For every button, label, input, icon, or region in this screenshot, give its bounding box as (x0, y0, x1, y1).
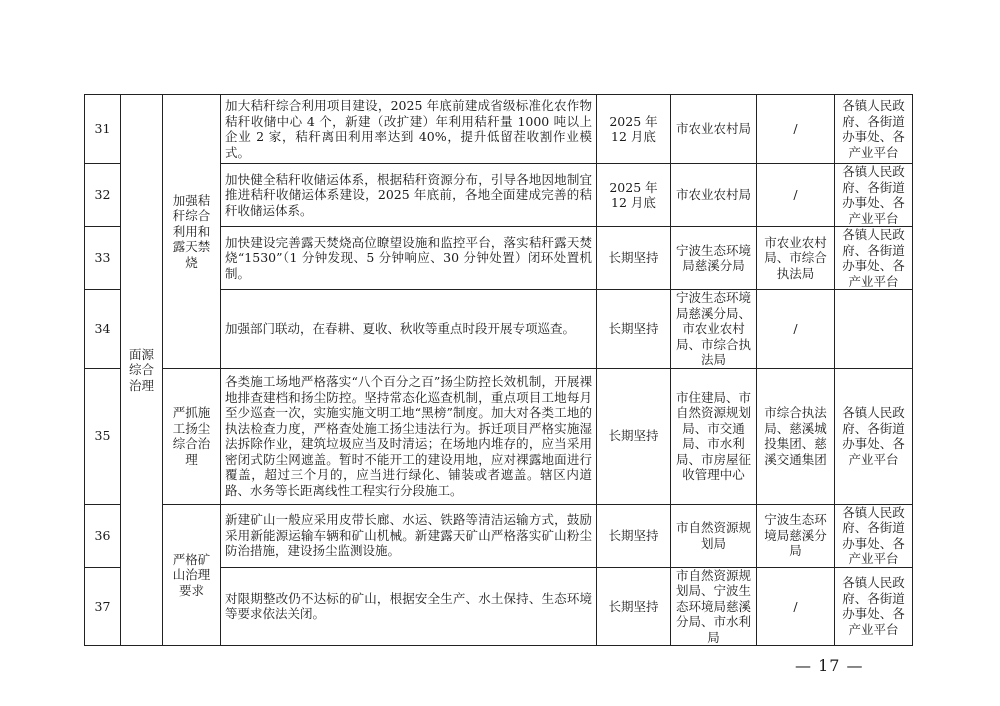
deadline-cell: 长期坚持 (597, 567, 671, 646)
row-number: 37 (85, 567, 121, 646)
task-content: 加大秸秆综合利用项目建设，2025 年底前建成省级标准化农作物秸秆收储中心 4 个，新建（改扩建）年利用秸秆量 1000 吨以上企业 2 家，秸秆离田利用率达到 40%，提升低留茬收割作业模式。 (221, 95, 597, 164)
responsible-cell: 各镇人民政府、各街道办事处、各产业平台 (835, 164, 913, 227)
lead-dept-cell: 市自然资源规划局、宁波生态环境局慈溪分局、市水利局 (671, 567, 757, 646)
table-row (85, 368, 913, 504)
table-row (85, 95, 913, 164)
row-number: 34 (85, 290, 121, 369)
category-cell: 面源综合治理 (121, 95, 163, 646)
coop-dept-cell: / (757, 95, 835, 164)
coop-dept-cell: / (757, 567, 835, 646)
deadline-cell: 长期坚持 (597, 290, 671, 369)
group-cell: 严格矿山治理要求 (163, 504, 221, 646)
group-cell: 严抓施工扬尘综合治理 (163, 368, 221, 504)
coop-dept-cell: / (757, 164, 835, 227)
task-content: 新建矿山一般应采用皮带长廊、水运、铁路等清洁运输方式，鼓励采用新能源运输车辆和矿山机械。新建露天矿山严格落实矿山粉尘防治措施，建设扬尘监测设施。 (221, 504, 597, 567)
group-cell: 加强秸秆综合利用和露天禁烧 (163, 95, 221, 369)
task-table (84, 94, 913, 646)
task-content: 加强部门联动，在春耕、夏收、秋收等重点时段开展专项巡查。 (221, 290, 597, 369)
responsible-cell: 各镇人民政府、各街道办事处、各产业平台 (835, 368, 913, 504)
responsible-cell: 各镇人民政府、各街道办事处、各产业平台 (835, 567, 913, 646)
deadline-cell: 长期坚持 (597, 227, 671, 290)
row-number: 32 (85, 164, 121, 227)
lead-dept-cell: 宁波生态环境局慈溪分局 (671, 227, 757, 290)
responsible-cell: 各镇人民政府、各街道办事处、各产业平台 (835, 95, 913, 164)
row-number: 33 (85, 227, 121, 290)
row-number: 31 (85, 95, 121, 164)
lead-dept-cell: 市自然资源规划局 (671, 504, 757, 567)
deadline-cell: 长期坚持 (597, 504, 671, 567)
responsible-cell: 各镇人民政府、各街道办事处、各产业平台 (835, 504, 913, 567)
coop-dept-cell: 市综合执法局、慈溪城投集团、慈溪交通集团 (757, 368, 835, 504)
responsible-cell (835, 290, 913, 369)
lead-dept-cell: 市住建局、市自然资源规划局、市交通局、市水利局、市房屋征收管理中心 (671, 368, 757, 504)
table-row (85, 504, 913, 567)
deadline-cell: 2025 年 12 月底 (597, 164, 671, 227)
deadline-cell: 2025 年 12 月底 (597, 95, 671, 164)
coop-dept-cell: 市农业农村局、市综合执法局 (757, 227, 835, 290)
responsible-cell: 各镇人民政府、各街道办事处、各产业平台 (835, 227, 913, 290)
lead-dept-cell: 市农业农村局 (671, 164, 757, 227)
task-content: 加快建设完善露天焚烧高位瞭望设施和监控平台，落实秸秆露天焚烧“1530”（1 分钟发现、5 分钟响应、30 分钟处置）闭环处置机制。 (221, 227, 597, 290)
deadline-cell: 长期坚持 (597, 368, 671, 504)
coop-dept-cell: / (757, 290, 835, 369)
lead-dept-cell: 宁波生态环境局慈溪分局、市农业农村局、市综合执法局 (671, 290, 757, 369)
row-number: 35 (85, 368, 121, 504)
row-number: 36 (85, 504, 121, 567)
coop-dept-cell: 宁波生态环境局慈溪分局 (757, 504, 835, 567)
task-content: 加快健全秸秆收储运体系，根据秸秆资源分布，引导各地因地制宜推进秸秆收储运体系建设，2025 年底前，各地全面建成完善的秸秆收储运体系。 (221, 164, 597, 227)
page-number: — 17 — (795, 656, 864, 675)
lead-dept-cell: 市农业农村局 (671, 95, 757, 164)
task-content: 对限期整改仍不达标的矿山，根据安全生产、水土保持、生态环境等要求依法关闭。 (221, 567, 597, 646)
task-content: 各类施工场地严格落实“八个百分之百”扬尘防控长效机制，开展裸地排查建档和扬尘防控。坚持常态化巡查机制，重点项目工地每月至少巡查一次，实施实施文明工地“黑榜”制度。加大对各类工地的执法检查力度，严格查处施工扬尘违法行为。拆迁项目严格实施湿法拆除作业，建筑垃圾应当及时清运；在场地内堆存的，应当采用密闭式防尘网遮盖。暂时不能开工的建设用地，应对裸露地面进行覆盖，超过三个月的，应当进行绿化、铺装或者遮盖。辖区内道路、水务等长距离线性工程实行分段施工。 (221, 368, 597, 504)
